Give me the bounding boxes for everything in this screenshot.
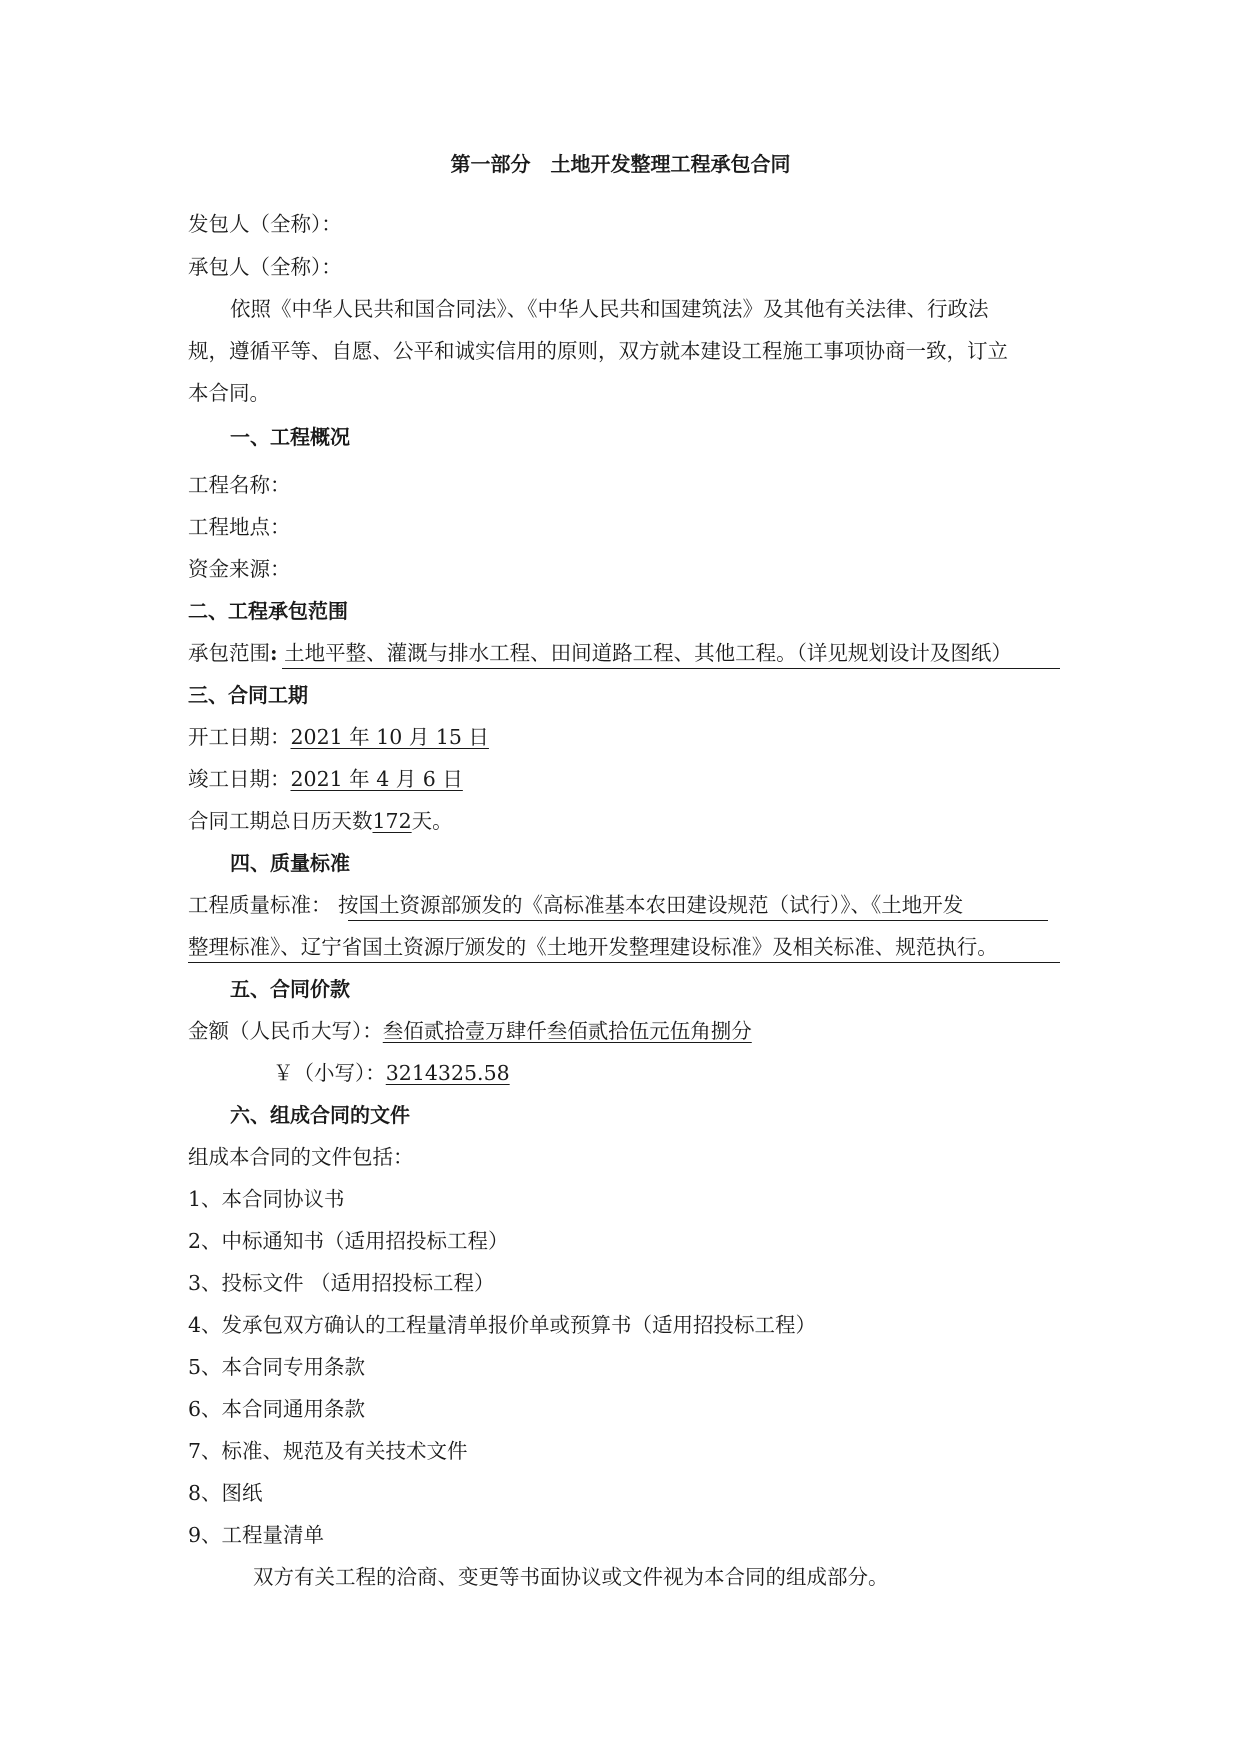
amount-label: 金额（人民币大写）： [188, 1019, 383, 1043]
end-date-label: 竣工日期： [188, 767, 291, 791]
document-item: 6、本合同通用条款 [188, 1397, 366, 1421]
scope-underline [282, 668, 1060, 669]
closing-paragraph: 双方有关工程的洽商、变更等书面协议或文件视为本合同的组成部分。 [253, 1565, 889, 1589]
section-6-heading: 六、组成合同的文件 [230, 1103, 410, 1127]
section-2-heading: 二、工程承包范围 [188, 599, 348, 623]
end-date-value: 2021 年 4 月 6 日 [290, 767, 463, 791]
contractor-label: 承包人（全称）： [188, 255, 342, 279]
quality-line-1 [188, 891, 963, 919]
quality-value-2: 整理标准》、辽宁省国土资源厅颁发的《土地开发整理建设标准》及相关标准、规范执行。 [188, 935, 998, 959]
project-name-label: 工程名称： [188, 473, 291, 497]
quality-label: 工程质量标准： [188, 893, 332, 917]
total-days-prefix: 合同工期总日历天数 [188, 809, 373, 833]
total-days-suffix: 天。 [411, 809, 453, 833]
amount-value: 叁佰贰拾壹万肆仟叁佰贰拾伍元伍角捌分 [382, 1019, 752, 1043]
document-item: 3、投标文件 （适用招投标工程） [188, 1271, 495, 1295]
document-item: 2、中标通知书（适用招投标工程） [188, 1229, 509, 1253]
total-days-value: 172 [372, 809, 412, 833]
quality-value-1: 按国土资源部颁发的《高标准基本农田建设规范（试行）》、《土地开发 [338, 893, 964, 917]
section-4-heading: 四、质量标准 [230, 851, 350, 875]
amount-line [188, 1017, 752, 1045]
section-3-heading: 三、合同工期 [188, 683, 308, 707]
total-days-line [188, 807, 453, 835]
funding-source-label: 资金来源： [188, 557, 291, 581]
quality-underline-1 [348, 920, 1048, 921]
end-date-line [188, 765, 463, 793]
start-date-value: 2021 年 10 月 15 日 [290, 725, 489, 749]
start-date-line [188, 723, 489, 751]
preamble-line-2: 规，遵循平等、自愿、公平和诚实信用的原则，双方就本建设工程施工事项协商一致，订立 [188, 339, 1008, 363]
preamble-line-1: 依照《中华人民共和国合同法》、《中华人民共和国建筑法》及其他有关法律、行政法 [230, 297, 989, 321]
section-1-heading: 一、工程概况 [230, 425, 350, 449]
document-item: 8、图纸 [188, 1481, 263, 1505]
scope-line: 承包范围: 土地平整、灌溉与排水工程、田间道路工程、其他工程。（详见规划设计及图纸） [188, 641, 1012, 665]
document-item: 5、本合同专用条款 [188, 1355, 366, 1379]
amount-small-value: 3214325.58 [385, 1061, 510, 1085]
preamble-line-3: 本合同。 [188, 381, 270, 405]
document-item: 9、工程量清单 [188, 1523, 325, 1547]
employer-label: 发包人（全称）： [188, 212, 342, 236]
amount-small-label: ￥（小写）： [273, 1061, 386, 1085]
quality-underline-2 [188, 962, 1060, 963]
document-item: 7、标准、规范及有关技术文件 [188, 1439, 468, 1463]
scope-value: 土地平整、灌溉与排水工程、田间道路工程、其他工程。（详见规划设计及图纸） [284, 641, 1012, 665]
document-title: 第一部分 土地开发整理工程承包合同 [450, 152, 791, 176]
scope-label: 承包范围 [188, 641, 270, 665]
document-item: 4、发承包双方确认的工程量清单报价单或预算书（适用招投标工程） [188, 1313, 817, 1337]
start-date-label: 开工日期： [188, 725, 291, 749]
document-item: 1、本合同协议书 [188, 1187, 345, 1211]
section-5-heading: 五、合同价款 [230, 977, 350, 1001]
documents-intro: 组成本合同的文件包括： [188, 1145, 414, 1169]
project-location-label: 工程地点： [188, 515, 291, 539]
amount-small-line [273, 1059, 510, 1087]
